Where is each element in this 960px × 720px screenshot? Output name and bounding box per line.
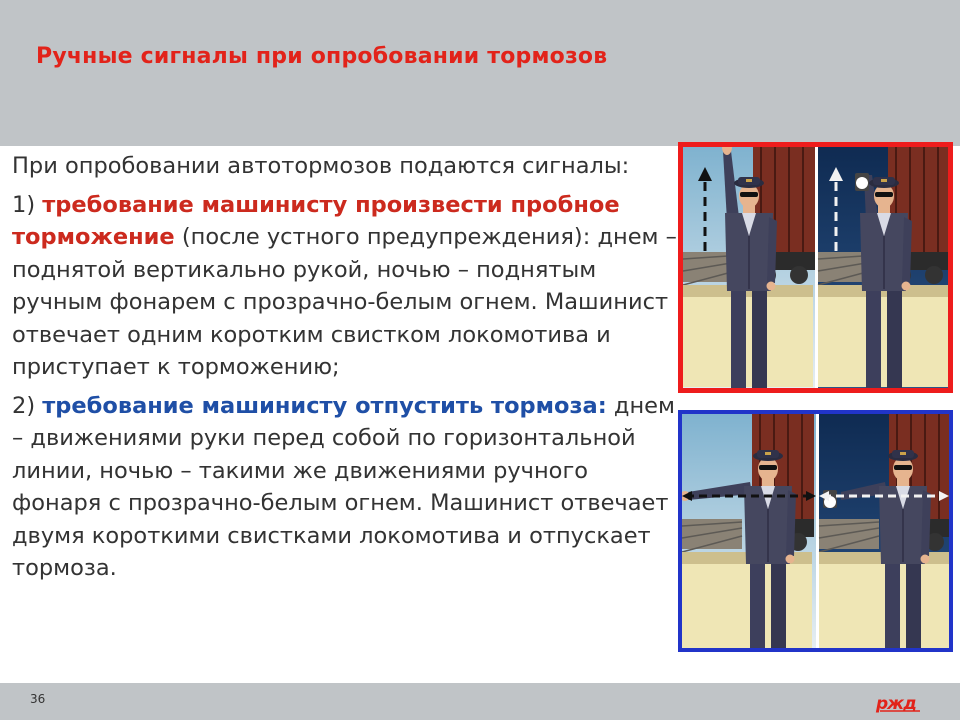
brake-release-signal-illustration [678,410,953,652]
day-scene [683,147,816,388]
item-2-number: 2) [12,392,43,419]
intro-paragraph: При опробовании автотормозов подаются сигналы: [12,153,630,179]
header-band [0,0,960,146]
item-1-number: 1) [12,191,43,218]
brake-test-signal-illustration [678,142,953,393]
footer-band [0,683,960,720]
night-scene [819,414,949,648]
slide-title: Ручные сигналы при опробовании тормозов [36,44,608,69]
item-1-text: (после устного предупреждения): днем – поднятой вертикально рукой, ночью – поднятым ручным фонарем с прозрачно-белым огнем. Машинист отвечает одним коротким свистком локомотива и приступает к торможению; [12,224,677,380]
night-scene [818,147,948,388]
brake-release-signal-svg [682,414,949,648]
item-1-paragraph [12,189,684,384]
item-2-paragraph [12,390,684,585]
body-text [12,150,684,585]
brake-test-signal-svg [683,147,948,388]
svg-text:ржд: ржд [876,694,916,714]
page-number: 36 [30,692,46,706]
item-2-title: требование машинисту отпустить тормоза: [42,392,607,419]
item-1-title: требование машинисту произвести пробное торможение [12,191,620,250]
day-scene [682,414,816,648]
item-2-text: днем – движениями руки перед собой по горизонтальной линии, ночью – такими же движениями ручного фонаря с прозрачно-белым огнем. Машинист отвечает двумя короткими свистками локомотива и отпускает тормоза. [12,392,675,581]
rzd-logo-icon [874,689,924,715]
